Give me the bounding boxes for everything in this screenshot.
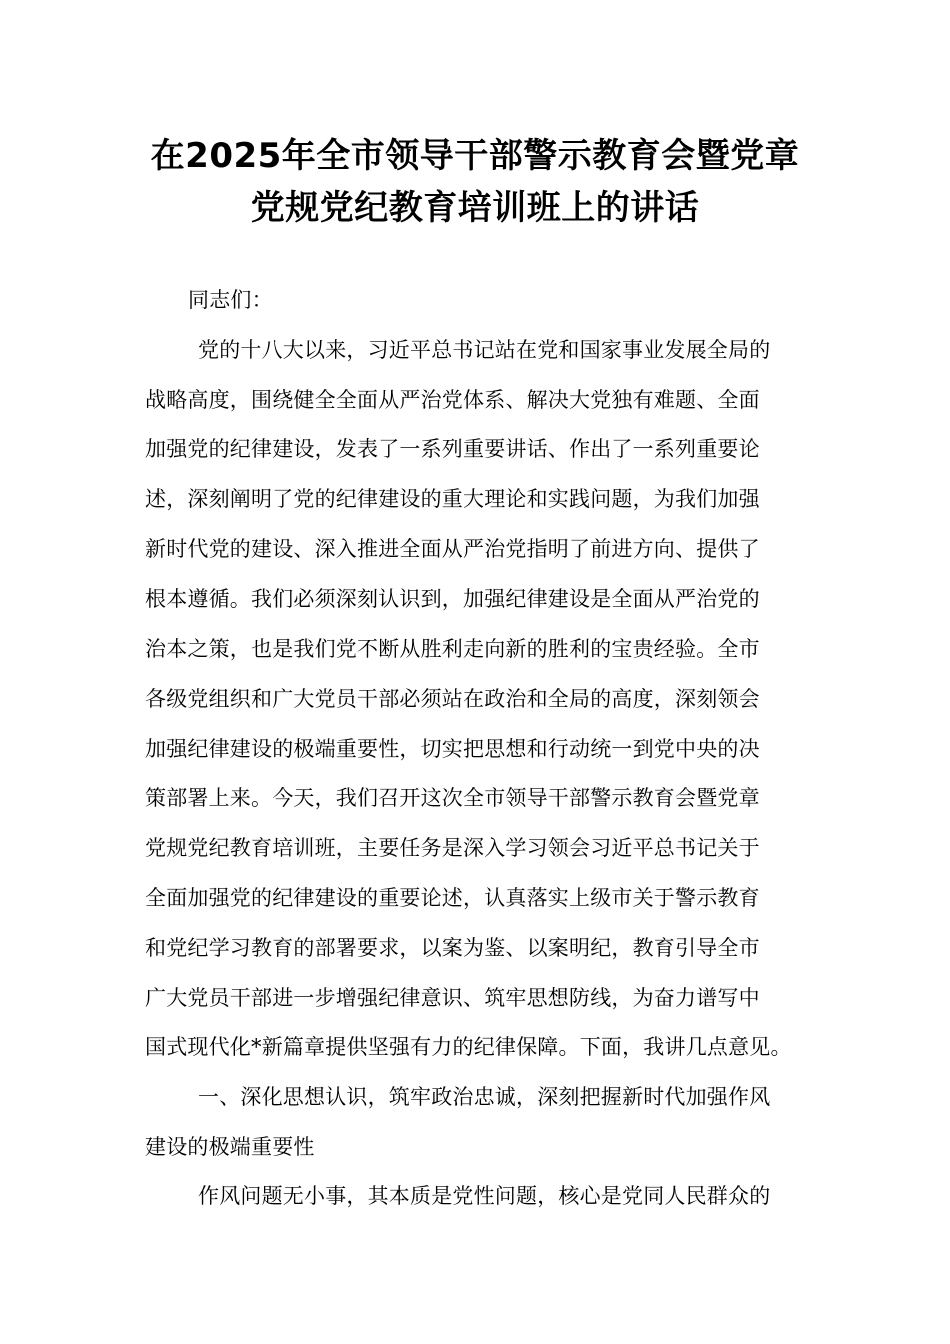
paragraph-line: 党规党纪教育培训班，主要任务是深入学习领会习近平总书记关于 — [145, 836, 760, 860]
document-title-line-1: 在2025年全市领导干部警示教育会暨党章 — [150, 136, 800, 176]
paragraph-line: 党的十八大以来，习近平总书记站在党和国家事业发展全局的 — [198, 338, 771, 362]
paragraph-line: 新时代党的建设、深入推进全面从严治党指明了前进方向、提供了 — [145, 537, 760, 561]
paragraph-line: 国式现代化*新篇章提供坚强有力的纪律保障。下面，我讲几点意见。 — [145, 1035, 792, 1059]
paragraph-line: 根本遵循。我们必须深刻认识到，加强纪律建设是全面从严治党的 — [145, 587, 760, 611]
paragraph-line: 全面加强党的纪律建设的重要论述，认真落实上级市关于警示教育 — [145, 886, 760, 910]
paragraph-line: 作风问题无小事，其本质是党性问题，核心是党同人民群众的 — [198, 1184, 771, 1208]
paragraph-line: 加强党的纪律建设，发表了一系列重要讲话、作出了一系列重要论 — [145, 437, 760, 461]
salutation: 同志们： — [188, 288, 273, 312]
paragraph-line: 策部署上来。今天，我们召开这次全市领导干部警示教育会暨党章 — [145, 786, 760, 810]
paragraph-line: 各级党组织和广大党员干部必须站在政治和全局的高度，深刻领会 — [145, 687, 760, 711]
section-heading-line: 一、深化思想认识，筑牢政治忠诚，深刻把握新时代加强作风 — [198, 1085, 771, 1109]
paragraph-line: 广大党员干部进一步增强纪律意识、筑牢思想防线，为奋力谱写中 — [145, 986, 760, 1010]
paragraph-line: 述，深刻阐明了党的纪律建设的重大理论和实践问题，为我们加强 — [145, 487, 760, 511]
section-heading-line: 建设的极端重要性 — [145, 1135, 315, 1159]
document-title-line-2: 党规党纪教育培训班上的讲话 — [250, 188, 700, 228]
paragraph-line: 和党纪学习教育的部署要求，以案为鉴、以案明纪，教育引导全市 — [145, 936, 760, 960]
paragraph-line: 战略高度，围绕健全全面从严治党体系、解决大党独有难题、全面 — [145, 388, 760, 412]
paragraph-line: 治本之策，也是我们党不断从胜利走向新的胜利的宝贵经验。全市 — [145, 637, 760, 661]
paragraph-line: 加强纪律建设的极端重要性，切实把思想和行动统一到党中央的决 — [145, 737, 760, 761]
